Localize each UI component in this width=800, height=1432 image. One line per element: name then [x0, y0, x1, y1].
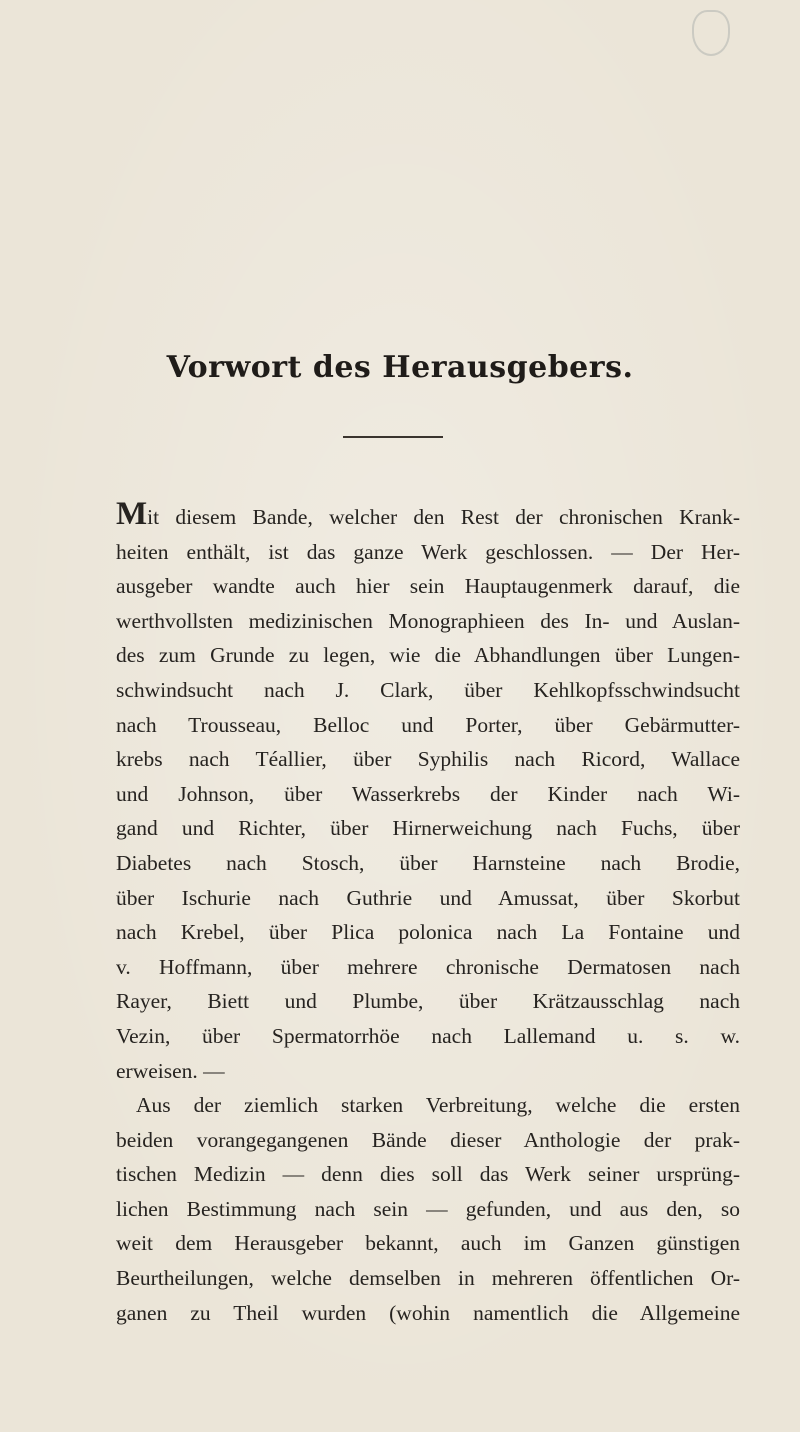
text-line: schwindsucht nach J. Clark, über Kehlkopfsschwindsucht: [116, 677, 740, 702]
page-title: Vorwort des Herausgebers.: [166, 350, 634, 385]
text-line: nach Trousseau, Belloc und Porter, über Gebärmutter-: [116, 712, 740, 737]
text-line: des zum Grunde zu legen, wie die Abhandlungen über Lungen-: [116, 643, 740, 668]
text-line: ausgeber wandte auch hier sein Hauptaugenmerk darauf, die: [116, 574, 740, 599]
text-line: lichen Bestimmung nach sein — gefunden, und aus den, so: [116, 1196, 740, 1221]
text-line: Vezin, über Spermatorrhöe nach Lallemand u. s. w.: [116, 1023, 740, 1048]
text-line: heiten enthält, ist das ganze Werk geschlossen. — Der Her-: [116, 539, 740, 564]
text-line: Diabetes nach Stosch, über Harnsteine nach Brodie,: [116, 850, 740, 875]
text-line: [116, 496, 740, 535]
text-line: v. Hoffmann, über mehrere chronische Dermatosen nach: [116, 954, 740, 979]
text-line: erweisen. —: [116, 1058, 225, 1083]
text-line: Aus der ziemlich starken Verbreitung, welche die ersten: [136, 1093, 740, 1118]
text-line: über Ischurie nach Guthrie und Amussat, über Skorbut: [116, 885, 740, 910]
body-text: [116, 496, 740, 1330]
text-line: Rayer, Biett und Plumbe, über Krätzausschlag nach: [116, 989, 740, 1014]
text-line: ganen zu Theil wurden (wohin namentlich die Allgemeine: [116, 1300, 740, 1325]
text-line: gand und Richter, über Hirnerweichung nach Fuchs, über: [116, 816, 740, 841]
text-line: Beurtheilungen, welche demselben in mehreren öffentlichen Or-: [116, 1266, 740, 1291]
text-line: tischen Medizin — denn dies soll das Werk seiner ursprüng-: [116, 1162, 740, 1187]
first-line-text: it diesem Bande, welcher den Rest der chronischen Krank-: [147, 505, 740, 529]
text-line: werthvollsten medizinischen Monographieen des In- und Auslan-: [116, 608, 740, 633]
title-divider: [343, 436, 443, 438]
drop-capital: M: [116, 496, 148, 532]
text-line: krebs nach Téallier, über Syphilis nach Ricord, Wallace: [116, 747, 740, 772]
text-line: weit dem Herausgeber bekannt, auch im Ganzen günstigen: [116, 1231, 740, 1256]
text-line: und Johnson, über Wasserkrebs der Kinder nach Wi-: [116, 781, 740, 806]
text-line: nach Krebel, über Plica polonica nach La Fontaine und: [116, 920, 740, 945]
text-line: beiden vorangegangenen Bände dieser Anthologie der prak-: [116, 1127, 740, 1152]
library-stamp: [692, 10, 730, 56]
